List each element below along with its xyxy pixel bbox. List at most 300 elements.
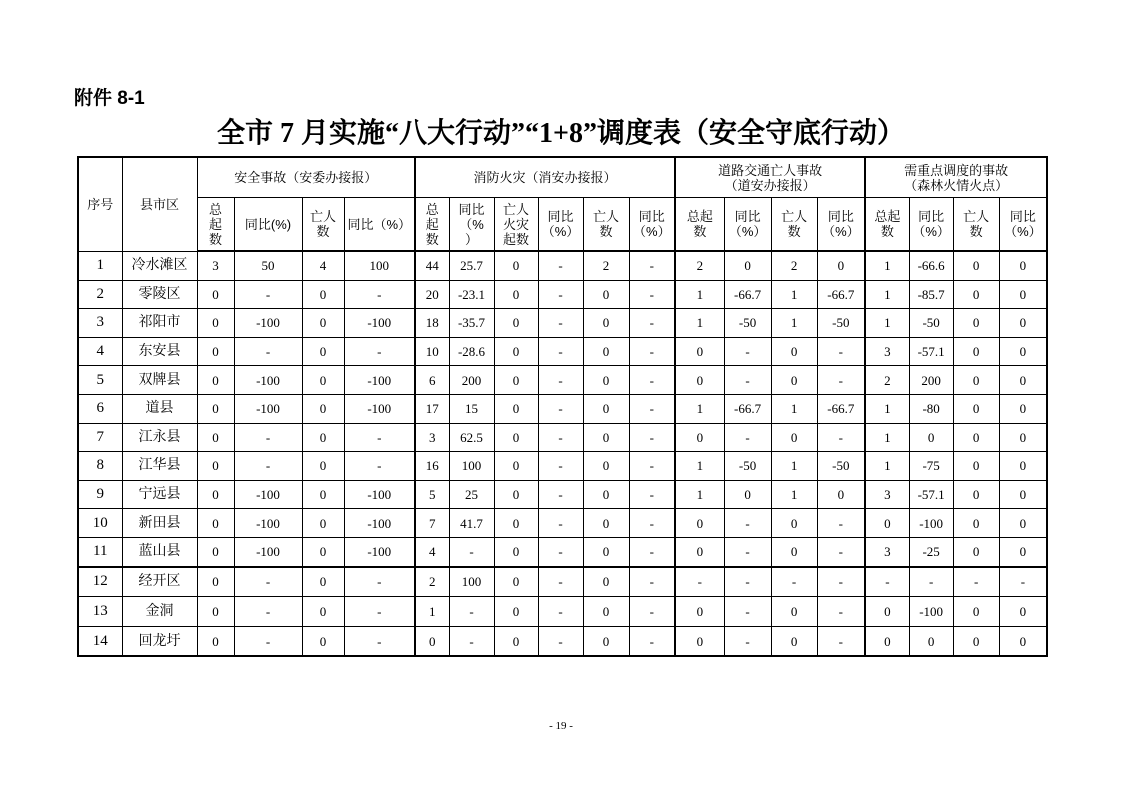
cell-value: 0: [494, 480, 538, 509]
cell-value: 0: [302, 626, 344, 656]
cell-county: 双牌县: [122, 366, 197, 395]
cell-county: 江华县: [122, 452, 197, 481]
cell-value: 0: [197, 394, 234, 423]
cell-value: -: [817, 626, 865, 656]
table-row: [78, 337, 1047, 366]
cell-value: -50: [724, 309, 771, 338]
cell-county: 东安县: [122, 337, 197, 366]
cell-value: 0: [865, 597, 909, 627]
cell-value: -100: [344, 394, 415, 423]
cell-value: 0: [999, 537, 1047, 566]
cell-value: 0: [953, 537, 999, 566]
cell-county: 江永县: [122, 423, 197, 452]
cell-value: 0: [771, 423, 817, 452]
cell-value: 0: [999, 309, 1047, 338]
cell-value: 0: [583, 280, 629, 309]
cell-value: 1: [675, 452, 724, 481]
cell-value: 0: [953, 394, 999, 423]
cell-seq: 2: [78, 280, 122, 309]
cell-value: -: [629, 597, 675, 627]
col-header-yoy-percent: 同比(%): [234, 198, 302, 252]
cell-value: 0: [583, 597, 629, 627]
cell-value: 0: [302, 280, 344, 309]
cell-value: 2: [865, 366, 909, 395]
cell-value: 0: [953, 309, 999, 338]
cell-value: 25: [449, 480, 494, 509]
cell-value: 0: [197, 480, 234, 509]
cell-value: 0: [999, 452, 1047, 481]
cell-value: 4: [415, 537, 449, 566]
cell-value: 0: [494, 597, 538, 627]
col-header-yoy-percent: 同比 （%）: [817, 198, 865, 252]
cell-county: 回龙圩: [122, 626, 197, 656]
cell-seq: 13: [78, 597, 122, 627]
cell-value: -100: [344, 366, 415, 395]
cell-value: 3: [197, 251, 234, 280]
cell-value: 0: [494, 280, 538, 309]
cell-value: 0: [583, 423, 629, 452]
attachment-label: 附件 8-1: [74, 88, 145, 109]
cell-county: 新田县: [122, 509, 197, 538]
cell-value: 0: [999, 509, 1047, 538]
cell-value: 3: [415, 423, 449, 452]
cell-value: 0: [302, 452, 344, 481]
cell-county: 道县: [122, 394, 197, 423]
cell-value: 1: [675, 309, 724, 338]
header-seq: 序号: [78, 157, 122, 251]
cell-value: 1: [865, 423, 909, 452]
cell-value: 0: [494, 337, 538, 366]
cell-value: 44: [415, 251, 449, 280]
cell-value: -: [629, 567, 675, 597]
cell-value: -: [344, 423, 415, 452]
cell-value: -66.6: [909, 251, 953, 280]
cell-value: -: [817, 337, 865, 366]
table-row: [78, 394, 1047, 423]
cell-value: 0: [583, 309, 629, 338]
group-header-road-traffic-deaths: 道路交通亡人事故 （道安办接报）: [675, 157, 865, 198]
cell-value: 0: [197, 626, 234, 656]
cell-value: 3: [865, 537, 909, 566]
cell-value: 0: [953, 251, 999, 280]
cell-value: -: [538, 280, 583, 309]
cell-value: 0: [999, 251, 1047, 280]
col-header-yoy-percent: 同比 （%）: [538, 198, 583, 252]
cell-value: 0: [197, 280, 234, 309]
cell-value: -57.1: [909, 337, 953, 366]
table-header: [78, 157, 1047, 251]
cell-value: -66.7: [817, 280, 865, 309]
cell-value: -: [538, 251, 583, 280]
cell-value: 0: [494, 509, 538, 538]
cell-value: 0: [817, 480, 865, 509]
cell-seq: 7: [78, 423, 122, 452]
cell-value: 0: [302, 309, 344, 338]
cell-value: 1: [675, 280, 724, 309]
cell-value: -: [538, 337, 583, 366]
cell-value: -100: [234, 509, 302, 538]
cell-value: -: [234, 423, 302, 452]
cell-county: 冷水滩区: [122, 251, 197, 280]
cell-value: -: [724, 597, 771, 627]
cell-value: -100: [234, 394, 302, 423]
col-header-yoy-percent: 同比 （%）: [724, 198, 771, 252]
cell-value: 0: [953, 280, 999, 309]
cell-value: -: [817, 509, 865, 538]
cell-value: -: [449, 597, 494, 627]
cell-value: 41.7: [449, 509, 494, 538]
cell-value: 200: [909, 366, 953, 395]
cell-value: 0: [817, 251, 865, 280]
cell-value: -: [449, 626, 494, 656]
cell-value: 18: [415, 309, 449, 338]
col-header-yoy-percent: 同比（%）: [344, 198, 415, 252]
cell-value: -100: [234, 309, 302, 338]
cell-value: -50: [909, 309, 953, 338]
cell-value: -50: [724, 452, 771, 481]
cell-value: 2: [771, 251, 817, 280]
cell-value: 0: [302, 537, 344, 566]
cell-value: 0: [865, 509, 909, 538]
cell-value: 0: [302, 597, 344, 627]
cell-value: 0: [494, 537, 538, 566]
cell-value: -: [234, 337, 302, 366]
cell-value: -: [629, 626, 675, 656]
cell-value: 0: [302, 480, 344, 509]
cell-county: 金洞: [122, 597, 197, 627]
table-row: [78, 309, 1047, 338]
cell-value: -: [629, 280, 675, 309]
cell-value: 0: [675, 537, 724, 566]
cell-value: 1: [415, 597, 449, 627]
cell-value: 3: [865, 480, 909, 509]
cell-value: -35.7: [449, 309, 494, 338]
cell-seq: 6: [78, 394, 122, 423]
cell-value: 0: [953, 597, 999, 627]
group-header-key-dispatch-accidents: 需重点调度的事故 （森林火情火点）: [865, 157, 1047, 198]
cell-value: 0: [494, 626, 538, 656]
group-header-safety-accidents: 安全事故（安委办接报）: [197, 157, 415, 198]
cell-value: -: [538, 366, 583, 395]
cell-value: 0: [197, 366, 234, 395]
cell-value: 0: [675, 366, 724, 395]
cell-value: 0: [583, 394, 629, 423]
cell-value: 5: [415, 480, 449, 509]
cell-value: 0: [197, 567, 234, 597]
cell-value: -100: [344, 509, 415, 538]
cell-value: 0: [583, 509, 629, 538]
cell-value: 0: [197, 309, 234, 338]
cell-value: 0: [675, 423, 724, 452]
cell-value: -: [629, 251, 675, 280]
table-row: [78, 251, 1047, 280]
cell-county: 祁阳市: [122, 309, 197, 338]
cell-value: 0: [197, 337, 234, 366]
cell-value: 0: [771, 509, 817, 538]
cell-value: -: [629, 366, 675, 395]
cell-value: -: [344, 567, 415, 597]
cell-value: -: [538, 597, 583, 627]
cell-value: -: [344, 452, 415, 481]
cell-value: 0: [675, 597, 724, 627]
cell-value: 0: [583, 337, 629, 366]
cell-county: 蓝山县: [122, 537, 197, 566]
cell-value: -: [538, 394, 583, 423]
table-row: [78, 567, 1047, 597]
col-header-deaths: 亡人 数: [302, 198, 344, 252]
cell-value: 16: [415, 452, 449, 481]
cell-value: -100: [234, 537, 302, 566]
cell-value: -: [538, 423, 583, 452]
cell-value: 0: [999, 597, 1047, 627]
cell-value: -: [675, 567, 724, 597]
cell-value: -: [234, 626, 302, 656]
col-header-total-count: 总起 数: [675, 198, 724, 252]
cell-value: -: [234, 280, 302, 309]
col-header-total-count: 总起 数: [865, 198, 909, 252]
cell-value: 1: [771, 394, 817, 423]
cell-value: -: [724, 366, 771, 395]
cell-value: -50: [817, 309, 865, 338]
cell-value: 100: [449, 567, 494, 597]
cell-value: 1: [865, 394, 909, 423]
cell-value: 0: [415, 626, 449, 656]
cell-value: 2: [675, 251, 724, 280]
cell-seq: 3: [78, 309, 122, 338]
col-header-yoy-percent: 同比 （%）: [909, 198, 953, 252]
cell-value: 0: [999, 366, 1047, 395]
cell-value: -100: [909, 597, 953, 627]
cell-seq: 8: [78, 452, 122, 481]
cell-value: 1: [865, 452, 909, 481]
cell-seq: 1: [78, 251, 122, 280]
cell-value: 0: [302, 567, 344, 597]
cell-value: -: [234, 597, 302, 627]
cell-value: -: [344, 597, 415, 627]
cell-value: -: [865, 567, 909, 597]
cell-seq: 11: [78, 537, 122, 566]
cell-value: -: [234, 567, 302, 597]
cell-value: 0: [953, 626, 999, 656]
table-row: [78, 537, 1047, 566]
cell-value: -: [538, 626, 583, 656]
cell-value: -100: [344, 537, 415, 566]
header-row-groups: [78, 157, 1047, 198]
cell-value: 1: [865, 280, 909, 309]
cell-value: 0: [999, 337, 1047, 366]
cell-value: 17: [415, 394, 449, 423]
cell-value: 0: [675, 626, 724, 656]
cell-seq: 5: [78, 366, 122, 395]
cell-value: -: [629, 309, 675, 338]
cell-value: 1: [675, 480, 724, 509]
cell-value: 1: [771, 480, 817, 509]
cell-value: -100: [234, 366, 302, 395]
cell-value: 0: [494, 452, 538, 481]
cell-value: -: [344, 626, 415, 656]
cell-value: -: [724, 537, 771, 566]
page-number: - 19 -: [549, 720, 573, 732]
cell-value: -: [724, 423, 771, 452]
cell-value: 0: [494, 567, 538, 597]
cell-value: -: [538, 309, 583, 338]
table-row: [78, 597, 1047, 627]
cell-value: -: [538, 509, 583, 538]
cell-value: -: [629, 480, 675, 509]
cell-seq: 10: [78, 509, 122, 538]
cell-value: -: [817, 597, 865, 627]
cell-value: 0: [583, 366, 629, 395]
cell-value: 0: [302, 337, 344, 366]
cell-value: -23.1: [449, 280, 494, 309]
header-row-columns: [78, 198, 1047, 252]
header-county: 县市区: [122, 157, 197, 251]
cell-value: 0: [953, 337, 999, 366]
col-header-fatal-fires: 亡人 火灾 起数: [494, 198, 538, 252]
cell-value: -: [344, 280, 415, 309]
cell-value: 0: [302, 394, 344, 423]
cell-value: -66.7: [817, 394, 865, 423]
cell-value: 4: [302, 251, 344, 280]
cell-value: 0: [583, 452, 629, 481]
cell-value: 25.7: [449, 251, 494, 280]
page-title: 全市 7 月实施“八大行动”“1+8”调度表（安全守底行动）: [217, 118, 905, 149]
cell-value: 0: [771, 366, 817, 395]
cell-value: 62.5: [449, 423, 494, 452]
cell-value: 10: [415, 337, 449, 366]
cell-value: 0: [909, 626, 953, 656]
cell-value: 0: [999, 394, 1047, 423]
cell-value: 1: [865, 309, 909, 338]
cell-value: 0: [999, 480, 1047, 509]
cell-value: 0: [675, 509, 724, 538]
cell-value: 0: [999, 423, 1047, 452]
col-header-deaths: 亡人 数: [953, 198, 999, 252]
cell-value: 2: [415, 567, 449, 597]
cell-value: -: [999, 567, 1047, 597]
table-row: [78, 452, 1047, 481]
cell-value: -57.1: [909, 480, 953, 509]
col-header-total-count: 总 起 数: [197, 198, 234, 252]
cell-value: -: [629, 423, 675, 452]
cell-value: 1: [865, 251, 909, 280]
cell-value: 0: [953, 423, 999, 452]
cell-value: 0: [302, 423, 344, 452]
col-header-yoy-percent: 同比 （%）: [999, 198, 1047, 252]
cell-value: -100: [234, 480, 302, 509]
cell-value: -: [629, 452, 675, 481]
cell-value: 0: [583, 626, 629, 656]
table-body: [78, 251, 1047, 656]
cell-value: 0: [771, 537, 817, 566]
cell-seq: 9: [78, 480, 122, 509]
cell-value: -: [817, 567, 865, 597]
table-row: [78, 480, 1047, 509]
cell-value: 0: [583, 480, 629, 509]
cell-value: 0: [494, 366, 538, 395]
cell-value: 0: [197, 452, 234, 481]
cell-value: -: [629, 509, 675, 538]
cell-value: -: [538, 537, 583, 566]
cell-value: 100: [449, 452, 494, 481]
cell-value: 0: [197, 597, 234, 627]
cell-value: 3: [865, 337, 909, 366]
cell-value: 200: [449, 366, 494, 395]
cell-value: 20: [415, 280, 449, 309]
cell-value: -66.7: [724, 280, 771, 309]
col-header-deaths: 亡人 数: [583, 198, 629, 252]
group-header-fire-incidents: 消防火灾（消安办接报）: [415, 157, 675, 198]
col-header-total-count: 总 起 数: [415, 198, 449, 252]
cell-value: 0: [494, 309, 538, 338]
cell-value: 0: [583, 567, 629, 597]
cell-value: -: [724, 337, 771, 366]
cell-value: 0: [953, 509, 999, 538]
col-header-yoy-percent: 同比 （% ）: [449, 198, 494, 252]
cell-value: 0: [494, 423, 538, 452]
cell-value: -: [538, 480, 583, 509]
cell-value: 0: [771, 337, 817, 366]
cell-value: 0: [302, 366, 344, 395]
cell-value: 0: [583, 537, 629, 566]
cell-value: -: [629, 537, 675, 566]
cell-seq: 12: [78, 567, 122, 597]
table-row: [78, 280, 1047, 309]
cell-value: 0: [494, 394, 538, 423]
cell-value: 7: [415, 509, 449, 538]
col-header-yoy-percent: 同比 （%）: [629, 198, 675, 252]
cell-value: -: [449, 537, 494, 566]
cell-seq: 14: [78, 626, 122, 656]
cell-value: -28.6: [449, 337, 494, 366]
cell-value: 0: [302, 509, 344, 538]
cell-value: -: [817, 366, 865, 395]
cell-value: 0: [771, 626, 817, 656]
cell-value: 0: [724, 251, 771, 280]
cell-value: -: [629, 337, 675, 366]
cell-value: -80: [909, 394, 953, 423]
cell-county: 经开区: [122, 567, 197, 597]
cell-value: 0: [909, 423, 953, 452]
cell-value: 0: [865, 626, 909, 656]
cell-value: -85.7: [909, 280, 953, 309]
cell-value: -100: [344, 309, 415, 338]
cell-value: -100: [909, 509, 953, 538]
cell-value: -50: [817, 452, 865, 481]
cell-value: 1: [675, 394, 724, 423]
cell-value: 0: [197, 509, 234, 538]
cell-value: -: [724, 626, 771, 656]
cell-value: 50: [234, 251, 302, 280]
cell-value: 15: [449, 394, 494, 423]
cell-value: 2: [583, 251, 629, 280]
cell-value: -: [344, 337, 415, 366]
cell-value: -: [817, 537, 865, 566]
table-row: [78, 626, 1047, 656]
cell-county: 零陵区: [122, 280, 197, 309]
cell-value: -75: [909, 452, 953, 481]
cell-value: 0: [197, 423, 234, 452]
cell-value: -: [724, 567, 771, 597]
cell-value: 1: [771, 452, 817, 481]
cell-value: -: [234, 452, 302, 481]
cell-value: -: [771, 567, 817, 597]
cell-value: 100: [344, 251, 415, 280]
cell-value: 1: [771, 280, 817, 309]
cell-value: 0: [953, 366, 999, 395]
cell-value: 0: [771, 597, 817, 627]
cell-value: -: [538, 567, 583, 597]
